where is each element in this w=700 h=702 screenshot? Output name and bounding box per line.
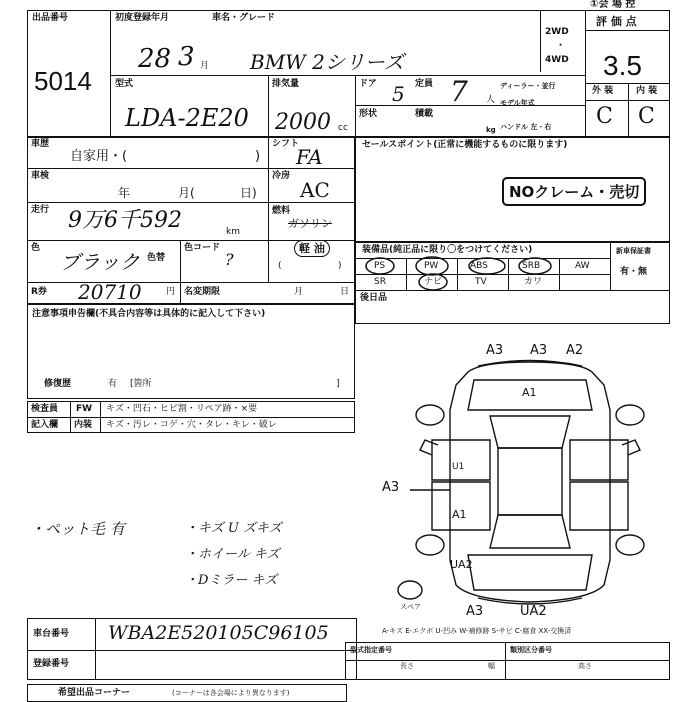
- color-code-label: 色コード: [184, 243, 221, 253]
- spare-label: スペア: [400, 603, 421, 611]
- diagram-mark-ua2-rear: UA2: [520, 604, 547, 619]
- diagram-mark-a3-front-left: A3: [486, 343, 504, 358]
- no-claim-stamp: NOクレーム・売切: [502, 177, 646, 206]
- equip-srb: SRB: [522, 261, 541, 271]
- shaken-year: 年: [118, 186, 131, 200]
- fuel-paren-close: ): [338, 261, 342, 271]
- diagram-mark-a1-door: A1: [452, 508, 467, 521]
- load-label: 積載: [415, 109, 434, 119]
- remark-line-1: ・ペット毛 有: [30, 520, 125, 538]
- equip-pw: PW: [424, 261, 439, 271]
- diagram-mark-u1-door: U1: [452, 462, 465, 472]
- capacity: 7: [450, 75, 468, 108]
- shift-label: シフト: [272, 139, 300, 149]
- inspector-label-2: 記入欄: [31, 420, 59, 430]
- remark-line-3: ・ホイール キズ: [185, 547, 280, 562]
- displacement: 2000: [275, 110, 331, 135]
- repair-location-open: [箇所: [130, 379, 152, 389]
- warranty-value: 有・無: [620, 267, 648, 277]
- recycle-unit: 円: [166, 287, 176, 297]
- equip-tv: TV: [475, 277, 487, 287]
- remark-line-2: ・キズ U ズキズ: [185, 521, 282, 536]
- dimensions-frame: [345, 642, 670, 680]
- fuel-diesel: 軽 油: [294, 240, 330, 257]
- model-code: LDA-2E20: [125, 104, 249, 132]
- lot-label: 出品番号: [32, 13, 69, 23]
- corner-note: (コーナーは各会場により異なります): [172, 689, 290, 697]
- repair-location-close: ]: [336, 379, 340, 389]
- model-name-label: 車名・グレード: [212, 13, 276, 23]
- shift-value: FA: [296, 145, 323, 169]
- drive-2wd: 2WD: [545, 27, 569, 37]
- diagram-mark-a1-hood: A1: [522, 386, 537, 399]
- month-unit: 月: [200, 61, 210, 71]
- equipment-label: 装備品(純正品に限り〇をつけてください): [362, 245, 533, 255]
- color-value: ブラック: [60, 250, 140, 274]
- diagram-mark-a2-front-right: A2: [566, 343, 584, 358]
- height-label: 高さ: [578, 662, 592, 670]
- recycle-label: R券: [31, 287, 47, 297]
- interior-label: 内 装: [636, 86, 658, 96]
- name-change-day: 日: [340, 287, 350, 297]
- score-label: 評 価 点: [596, 15, 637, 28]
- recycle-value: 20710: [78, 280, 142, 304]
- mileage-unit: km: [226, 227, 240, 237]
- shape-label: 形状: [359, 109, 378, 119]
- sales-point-label: セールスポイント(正常に機能するものに限ります): [362, 140, 568, 150]
- corner-label: 希望出品コーナー: [58, 688, 131, 698]
- fuel-paren-open: (: [278, 261, 282, 271]
- aircon-label: 冷房: [272, 171, 291, 181]
- name-change-month: 月: [294, 287, 304, 297]
- interior-insp-label: 内装: [74, 420, 93, 430]
- first-reg-label: 初度登録年月: [115, 13, 170, 23]
- mileage-label: 走行: [31, 205, 50, 215]
- interior-grade: C: [638, 104, 655, 129]
- shaken-label: 車検: [31, 171, 50, 181]
- dealer-label: ディーラー・並行: [500, 82, 556, 90]
- exterior-label: 外 装: [592, 86, 614, 96]
- history-close: ): [255, 149, 261, 164]
- remark-line-4: ・Dミラー キズ: [185, 573, 278, 588]
- aircon-value: AC: [300, 178, 330, 202]
- history-label: 車歴: [31, 139, 50, 149]
- diagram-mark-a3-side: A3: [382, 480, 400, 495]
- length-label: 長さ: [400, 662, 414, 670]
- rear-items-label: 後日品: [360, 293, 388, 303]
- first-reg-month: 3: [178, 42, 195, 72]
- fuel-label: 燃料: [272, 206, 291, 216]
- warranty-label: 新車保証書: [616, 247, 651, 255]
- repair-yes: 有: [108, 379, 118, 389]
- capacity-label: 定員: [415, 79, 434, 89]
- reg-label: 登録番号: [33, 659, 70, 669]
- damage-legend: A-キズ E-エクボ U-凹み W-補修跡 S-サビ C-腐食 XX-交換済: [382, 627, 572, 635]
- displacement-unit: cc: [338, 123, 348, 133]
- history-value: 自家用・(: [70, 149, 128, 164]
- displacement-label: 排気量: [272, 79, 300, 89]
- fuel-gasoline: ガソリン: [288, 217, 332, 230]
- doors-label: ドア: [359, 79, 377, 89]
- shaken-month: 月(: [178, 186, 195, 200]
- equip-abs: ABS: [470, 261, 488, 271]
- equip-ps: PS: [374, 261, 386, 271]
- diagram-mark-a3-front-center: A3: [530, 343, 548, 358]
- cert-type-label: 型式指定番号: [350, 646, 392, 654]
- repair-label: 修復歴: [44, 379, 72, 389]
- mileage-value: 9万6千592: [68, 208, 182, 233]
- notes-label: 注意事項申告欄(不具合内容等は具体的に記入して下さい): [32, 309, 266, 319]
- color-label: 色: [31, 243, 41, 253]
- diagram-mark-ua2-rear-door: UA2: [450, 558, 473, 571]
- color-code-value: ?: [225, 250, 234, 269]
- drive-4wd: 4WD: [545, 55, 569, 65]
- class-label: 類別区分番号: [510, 646, 552, 654]
- shaken-day: 日): [240, 186, 257, 200]
- model-name: BMW 2シリーズ: [250, 50, 404, 74]
- chassis-label: 車台番号: [33, 629, 70, 639]
- capacity-unit: 人: [486, 95, 496, 105]
- doors: 5: [392, 82, 405, 106]
- name-change-label: 名変期限: [184, 287, 221, 297]
- score-value: 3.5: [603, 50, 642, 81]
- load-unit: kg: [486, 126, 496, 134]
- color-change-label: 色替: [147, 253, 166, 263]
- exterior-grade: C: [596, 104, 613, 129]
- first-reg-year: 28: [138, 44, 172, 74]
- venue-label: ①会 場 控: [590, 0, 636, 10]
- model-year-label: モデル年式: [500, 99, 535, 107]
- lot-number: 5014: [34, 66, 92, 96]
- chassis-value: WBA2E520105C96105: [108, 622, 329, 644]
- drive-dot: ・: [556, 41, 566, 51]
- equip-leather: カワ: [524, 277, 543, 287]
- equip-navi: ナビ: [424, 277, 443, 287]
- model-code-label: 型式: [115, 79, 134, 89]
- width-label: 幅: [488, 662, 495, 670]
- equip-aw: AW: [575, 261, 590, 271]
- handle-label: ハンドル 左・右: [500, 123, 552, 131]
- diagram-mark-a3-rear: A3: [466, 604, 484, 619]
- fw-items: キズ・凹石・ヒビ割・リペア跡・×要: [106, 404, 258, 414]
- inspector-label-1: 検査員: [31, 404, 59, 414]
- equip-sr: SR: [374, 277, 386, 287]
- fw-label: FW: [76, 404, 93, 414]
- interior-insp-items: キズ・汚レ・コゲ・穴・タレ・キレ・破レ: [106, 420, 277, 430]
